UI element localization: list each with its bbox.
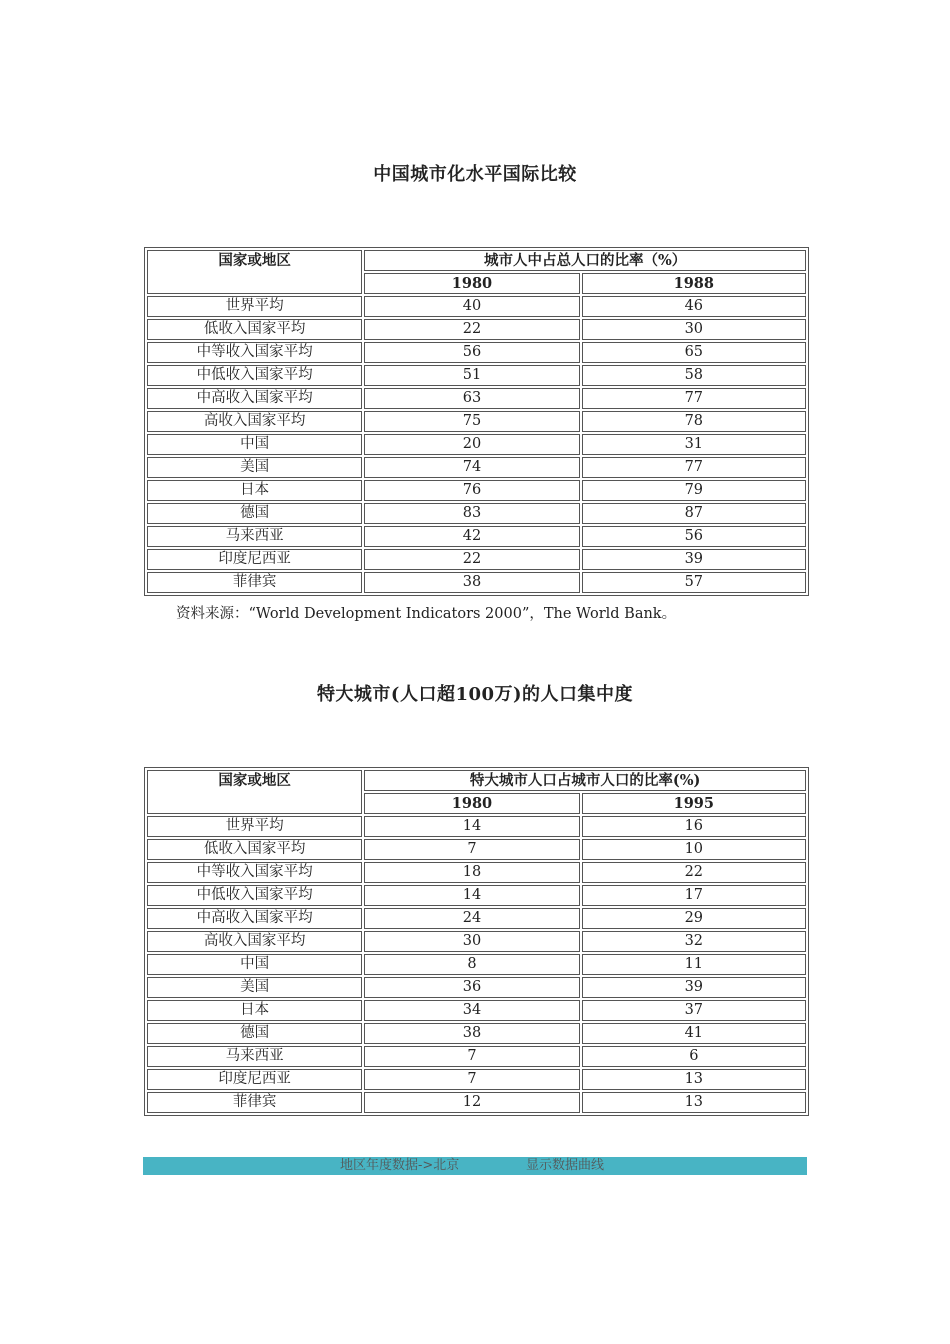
urbanization-table-container: [144, 247, 809, 596]
table-row: [147, 365, 806, 386]
region-cell: 中国: [147, 954, 362, 975]
region-cell: 中等收入国家平均: [147, 342, 362, 363]
value-cell-year1: 12: [364, 1092, 579, 1113]
value-cell-year2: 37: [582, 1000, 806, 1021]
value-cell-year1: 76: [364, 480, 579, 501]
value-cell-year2: 39: [582, 977, 806, 998]
value-cell-year1: 38: [364, 1023, 579, 1044]
value-cell-year2: 77: [582, 457, 806, 478]
region-cell: 日本: [147, 1000, 362, 1021]
value-cell-year2: 13: [582, 1069, 806, 1090]
value-cell-year1: 14: [364, 885, 579, 906]
value-cell-year2: 78: [582, 411, 806, 432]
value-cell-year2: 79: [582, 480, 806, 501]
value-cell-year2: 10: [582, 839, 806, 860]
region-yearly-data-link[interactable]: 地区年度数据->北京: [340, 1158, 460, 1173]
value-cell-year2: 65: [582, 342, 806, 363]
region-cell: 马来西亚: [147, 526, 362, 547]
table-row: [147, 908, 806, 929]
value-cell-year1: 40: [364, 296, 579, 317]
value-cell-year2: 58: [582, 365, 806, 386]
value-cell-year1: 83: [364, 503, 579, 524]
value-cell-year1: 24: [364, 908, 579, 929]
ratio-group-header: 特大城市人口占城市人口的比率(%): [364, 770, 806, 791]
urbanization-table: [144, 247, 809, 596]
megacity-table-container: [144, 767, 809, 1116]
table-row: [147, 954, 806, 975]
value-cell-year1: 63: [364, 388, 579, 409]
region-cell: 菲律宾: [147, 572, 362, 593]
value-cell-year2: 41: [582, 1023, 806, 1044]
region-cell: 印度尼西亚: [147, 549, 362, 570]
table-row: [147, 296, 806, 317]
value-cell-year2: 6: [582, 1046, 806, 1067]
table-row: [147, 572, 806, 593]
table-row: [147, 434, 806, 455]
table-row: [147, 816, 806, 837]
value-cell-year1: 18: [364, 862, 579, 883]
value-cell-year2: 56: [582, 526, 806, 547]
value-cell-year2: 17: [582, 885, 806, 906]
region-cell: 德国: [147, 503, 362, 524]
value-cell-year2: 30: [582, 319, 806, 340]
value-cell-year1: 22: [364, 319, 579, 340]
region-cell: 日本: [147, 480, 362, 501]
table-row: [147, 457, 806, 478]
region-cell: 菲律宾: [147, 1092, 362, 1113]
region-cell: 德国: [147, 1023, 362, 1044]
value-cell-year2: 57: [582, 572, 806, 593]
value-cell-year2: 77: [582, 388, 806, 409]
table-row: [147, 1046, 806, 1067]
table-row: [147, 931, 806, 952]
source-note: 资料来源：“World Development Indicators 2000”，The World Bank。: [176, 606, 677, 622]
region-column-header: 国家或地区: [147, 250, 362, 294]
region-cell: 中等收入国家平均: [147, 862, 362, 883]
table2-title: 特大城市(人口超100万)的人口集中度: [316, 684, 634, 705]
value-cell-year2: 32: [582, 931, 806, 952]
table-row: [147, 319, 806, 340]
value-cell-year1: 51: [364, 365, 579, 386]
year-header-1: 1980: [364, 793, 579, 814]
table-row: [147, 342, 806, 363]
table-row: [147, 503, 806, 524]
value-cell-year2: 22: [582, 862, 806, 883]
value-cell-year1: 42: [364, 526, 579, 547]
table1-title: 中国城市化水平国际比较: [373, 164, 577, 185]
table-row: [147, 977, 806, 998]
value-cell-year1: 14: [364, 816, 579, 837]
table-row: [147, 1092, 806, 1113]
region-cell: 中高收入国家平均: [147, 388, 362, 409]
value-cell-year1: 38: [364, 572, 579, 593]
region-cell: 中国: [147, 434, 362, 455]
region-cell: 世界平均: [147, 296, 362, 317]
table-row: [147, 862, 806, 883]
value-cell-year1: 20: [364, 434, 579, 455]
table-row: [147, 526, 806, 547]
value-cell-year2: 13: [582, 1092, 806, 1113]
value-cell-year1: 34: [364, 1000, 579, 1021]
value-cell-year1: 7: [364, 1069, 579, 1090]
region-cell: 世界平均: [147, 816, 362, 837]
table-row: [147, 388, 806, 409]
value-cell-year1: 30: [364, 931, 579, 952]
value-cell-year1: 36: [364, 977, 579, 998]
region-cell: 中高收入国家平均: [147, 908, 362, 929]
year-header-2: 1988: [582, 273, 806, 294]
year-header-2: 1995: [582, 793, 806, 814]
year-header-1: 1980: [364, 273, 579, 294]
region-cell: 印度尼西亚: [147, 1069, 362, 1090]
value-cell-year1: 22: [364, 549, 579, 570]
ratio-group-header: 城市人中占总人口的比率（%）: [364, 250, 806, 271]
footer-nav-bar: [143, 1157, 807, 1175]
value-cell-year1: 8: [364, 954, 579, 975]
region-column-header: 国家或地区: [147, 770, 362, 814]
megacity-concentration-table: [144, 767, 809, 1116]
value-cell-year2: 87: [582, 503, 806, 524]
value-cell-year2: 31: [582, 434, 806, 455]
region-cell: 美国: [147, 457, 362, 478]
value-cell-year2: 11: [582, 954, 806, 975]
value-cell-year1: 7: [364, 839, 579, 860]
value-cell-year2: 16: [582, 816, 806, 837]
region-cell: 中低收入国家平均: [147, 885, 362, 906]
value-cell-year2: 29: [582, 908, 806, 929]
value-cell-year1: 56: [364, 342, 579, 363]
region-cell: 低收入国家平均: [147, 319, 362, 340]
region-cell: 马来西亚: [147, 1046, 362, 1067]
table-row: [147, 1069, 806, 1090]
value-cell-year2: 39: [582, 549, 806, 570]
table-row: [147, 1000, 806, 1021]
value-cell-year1: 74: [364, 457, 579, 478]
table-row: [147, 480, 806, 501]
value-cell-year1: 75: [364, 411, 579, 432]
region-cell: 美国: [147, 977, 362, 998]
table-row: [147, 549, 806, 570]
region-cell: 高收入国家平均: [147, 411, 362, 432]
show-data-curve-link[interactable]: 显示数据曲线: [526, 1158, 605, 1173]
region-cell: 低收入国家平均: [147, 839, 362, 860]
table-row: [147, 885, 806, 906]
table-row: [147, 1023, 806, 1044]
table-row: [147, 839, 806, 860]
region-cell: 高收入国家平均: [147, 931, 362, 952]
table-row: [147, 411, 806, 432]
value-cell-year2: 46: [582, 296, 806, 317]
region-cell: 中低收入国家平均: [147, 365, 362, 386]
value-cell-year1: 7: [364, 1046, 579, 1067]
